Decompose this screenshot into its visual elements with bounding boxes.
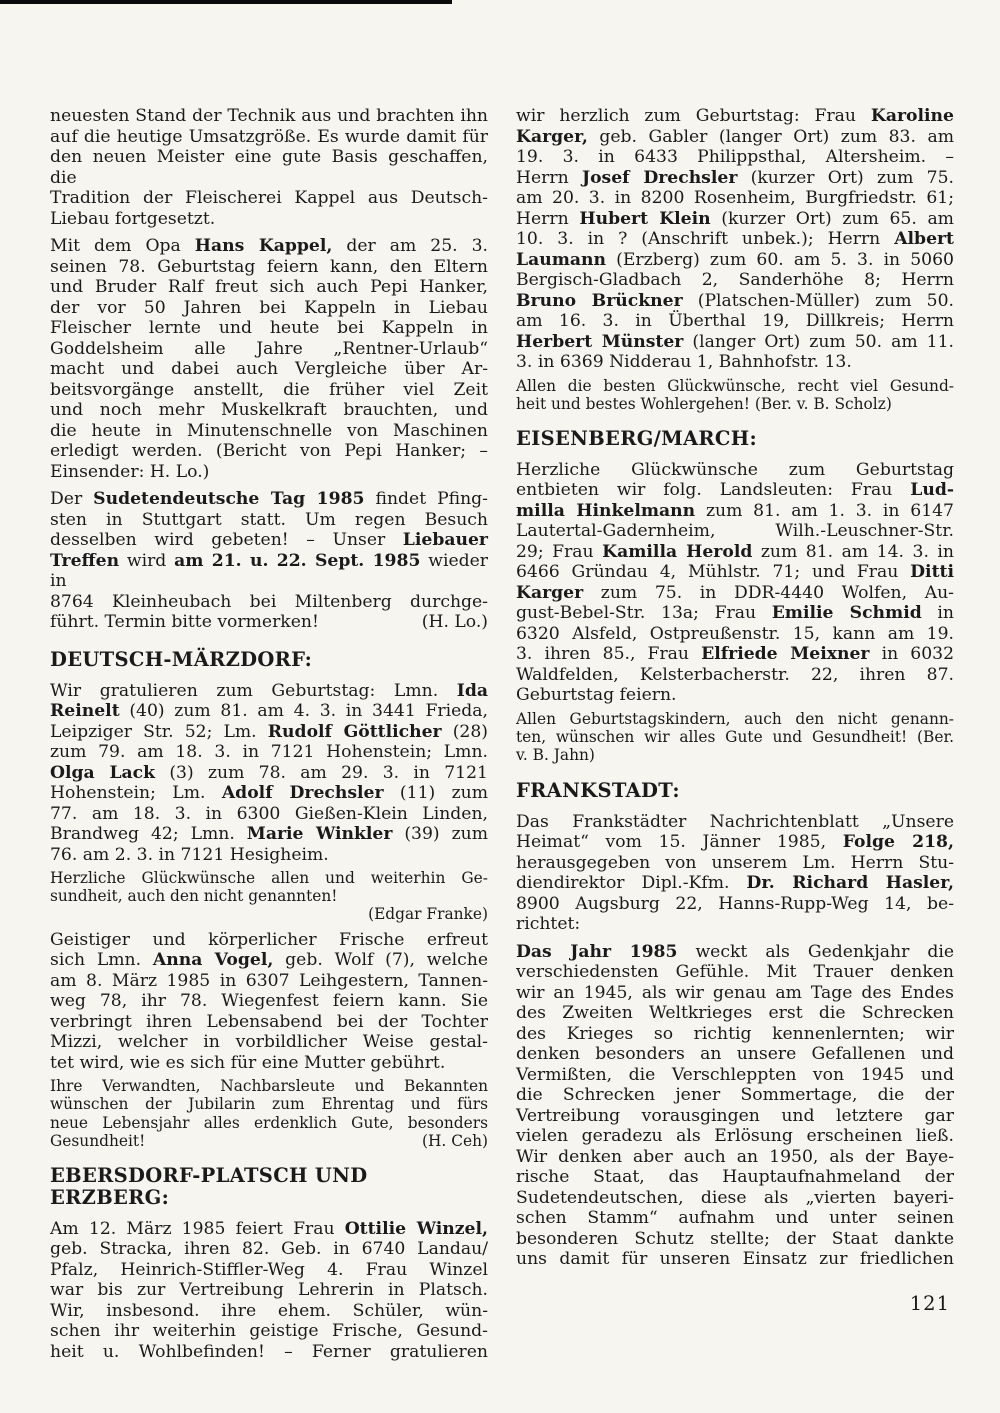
text-line [516, 644, 954, 665]
text-run: weckt als Gedenkjahr die [677, 941, 955, 962]
text-line [516, 914, 954, 935]
text-run: 76. am 2. 3. in 7121 Hesigheim. [50, 844, 329, 865]
text-line [50, 824, 488, 845]
text-run: (kurzer Ort) zum 75. [737, 167, 954, 188]
text-line [50, 1077, 488, 1095]
text-line [516, 1208, 954, 1229]
text-line [50, 1132, 488, 1150]
bold-run: Folge 218, [842, 832, 954, 853]
paragraph [50, 489, 488, 633]
text-line [516, 1044, 954, 1065]
paragraph [516, 812, 954, 935]
bold-run: Josef Drechsler [581, 167, 738, 188]
text-run: v. B. Jahn) [516, 746, 595, 765]
text-run: macht und dabei auch Vergleiche über Ar- [50, 359, 488, 379]
text-line [50, 701, 488, 722]
bold-run: Hans Kappel, [194, 236, 333, 256]
text-run: 29; Frau [516, 541, 603, 562]
bold-run: Olga Lack [50, 762, 156, 783]
text-run: Am 12. März 1985 feiert Frau [50, 1218, 345, 1239]
text-line [50, 1321, 488, 1342]
bold-run: Ditti [910, 562, 954, 583]
text-run: Mizzi, welcher in vorbildlicher Weise gestal- [50, 1032, 488, 1053]
text-line [50, 1280, 488, 1301]
text-run: Gesundheit! [50, 1131, 146, 1150]
text-run: uns damit für unseren Einsatz zur friedlichen [516, 1249, 954, 1270]
text-run: Vertreibung vorausgingen und letztere gar [516, 1105, 954, 1126]
text-line [50, 783, 488, 804]
text-run: beitsvorgänge anstellt, die früher viel Zeit [50, 379, 488, 400]
line-left [50, 612, 319, 633]
bold-run: Das Jahr 1985 [516, 941, 678, 962]
text-line [50, 1032, 488, 1053]
text-run: Leipziger Str. 52; Lm. [50, 721, 268, 742]
text-line [516, 624, 954, 645]
text-run: diendirektor Dipl.-Kfm. [516, 873, 747, 894]
text-line [516, 188, 954, 209]
text-line [516, 1188, 954, 1209]
text-line [516, 106, 954, 127]
text-run: ten, wünschen wir alles Gute und Gesundheit! (Ber. [516, 728, 954, 747]
text-run: sten in Stuttgart statt. Um regen Besuch [50, 509, 488, 530]
text-run: Allen die besten Glückwünsche, recht viel Gesund- [516, 376, 954, 395]
section-heading: FRANKSTADT: [516, 778, 680, 802]
text-run: Herzliche Glückwünsche allen und weiterhin Ge- [50, 869, 488, 887]
text-line [50, 887, 488, 905]
text-line [50, 441, 488, 462]
text-run: (langer Ort) zum 50. am 11. [683, 331, 954, 352]
text-line [50, 209, 488, 230]
text-run: Ihre Verwandten, Nachbarsleute und Bekannten [50, 1077, 488, 1096]
bold-run: Herbert Münster [516, 331, 684, 352]
text-run: und noch mehr Muskelkraft brauchten, und [50, 400, 488, 420]
text-line [50, 257, 488, 278]
text-run: zum 75. in DDR-4440 Wolfen, Au- [583, 582, 954, 603]
left-column [50, 102, 488, 1365]
text-run: Heimat“ vom 15. Jänner 1985, [516, 832, 843, 853]
text-line [50, 1260, 488, 1281]
text-line [516, 501, 954, 522]
text-line [516, 332, 954, 353]
text-run: 3. in 6369 Nidderau 1, Bahnhofstr. 13. [516, 352, 852, 372]
text-run: zum 81. am 14. 3. in [752, 541, 954, 562]
bold-run: Adolf Drechsler [221, 783, 384, 803]
text-run: führt. Termin bitte vormerken! [50, 612, 319, 632]
text-run: besonderen Schutz stellte; der Staat dankte [516, 1228, 954, 1249]
text-line [50, 869, 488, 887]
text-line [516, 685, 954, 706]
text-run: 77. am 18. 3. in 6300 Gießen-Klein Linden, [50, 803, 488, 824]
text-run: neuesten Stand der Technik aus und brachten ihn [50, 106, 488, 126]
section-heading: EISENBERG/MARCH: [516, 426, 757, 450]
text-run: 19. 3. in 6433 Philippsthal, Altersheim. – [516, 147, 954, 167]
bold-run: Lud- [910, 480, 954, 501]
text-run: Herzliche Glückwünsche zum Geburtstag [516, 459, 954, 480]
right-column [516, 102, 954, 1365]
text-run: zum 81. am 1. 3. in 6147 [695, 500, 954, 521]
paragraph [516, 106, 954, 373]
text-run: verschiedensten Gefühle. Mit Trauer denken [516, 962, 954, 983]
text-run: 8764 Kleinheubach bei Miltenberg durchge- [50, 591, 488, 612]
text-line [50, 339, 488, 360]
text-run: wünschen der Jubilarin zum Ehrentag und fürs [50, 1095, 488, 1114]
text-line [516, 983, 954, 1004]
page-number: 121 [909, 1292, 950, 1315]
text-line [516, 127, 954, 148]
paragraph [516, 942, 954, 1270]
text-run: und Bruder Ralf freut sich auch Pepi Hanker, [50, 277, 488, 297]
text-run: die heute in Minutenschnelle von Maschinen [50, 420, 488, 441]
text-run: des Zweiten Weltkrieges erst die Schrecken [516, 1003, 954, 1024]
bold-run: Karger [516, 582, 584, 603]
text-run: Herrn [516, 167, 582, 188]
scan-artifact-bar [0, 0, 452, 4]
text-run: vielen geradezu als Erlösung erscheinen ließ. [516, 1126, 954, 1147]
bold-run: Laumann [516, 249, 607, 270]
text-line [50, 277, 488, 298]
text-run: in [921, 603, 954, 624]
text-run: Wir gratulieren zum Geburtstag: Lmn. [50, 680, 457, 701]
text-line [516, 746, 954, 764]
text-line [50, 421, 488, 442]
text-line [516, 1065, 954, 1086]
text-line [50, 1095, 488, 1113]
text-line [516, 873, 954, 894]
bold-run: Ottilie Winzel, [344, 1218, 488, 1239]
text-run: geb. Stracka, ihren 82. Geb. in 6740 Landau/ [50, 1239, 488, 1260]
fine-print [516, 377, 954, 413]
bold-run: Albert [894, 229, 954, 249]
text-run: gust-Bebel-Str. 13a; Frau [516, 603, 772, 624]
text-run: geb. Wolf (7), welche [273, 950, 488, 971]
text-run: (11) zum [383, 783, 489, 803]
paragraph [516, 460, 954, 706]
text-line [50, 592, 488, 613]
text-run: erledigt werden. (Bericht von Pepi Hanker; – [50, 441, 488, 461]
text-line [50, 359, 488, 380]
text-run: Der [50, 489, 94, 509]
text-run: des Krieges so richtig kennenlernten; wir [516, 1023, 954, 1044]
text-line [50, 804, 488, 825]
text-line [516, 942, 954, 963]
text-run: sundheit, auch den nicht genannten! [50, 887, 338, 906]
bold-run: Sudetendeutsche Tag 1985 [93, 489, 365, 509]
text-run: tet wird, wie es sich für eine Mutter gebührt. [50, 1052, 446, 1073]
text-run: Bergisch-Gladbach 2, Sanderhöhe 8; Herrn [516, 270, 954, 290]
text-run: wird [119, 550, 175, 571]
text-run: Geburtstag feiern. [516, 685, 677, 706]
text-line [50, 950, 488, 971]
text-line [50, 991, 488, 1012]
text-line [516, 480, 954, 501]
text-run: denken besonders an unsere Gefallenen und [516, 1044, 954, 1065]
text-line [50, 1301, 488, 1322]
text-run: Liebau fortgesetzt. [50, 208, 216, 229]
line-left [50, 1132, 145, 1150]
text-line [516, 812, 954, 833]
text-run: heit und bestes Wohlergehen! (Ber. v. B. Scholz) [516, 394, 892, 413]
text-line [516, 1167, 954, 1188]
text-line [516, 583, 954, 604]
bold-run: Reinelt [50, 701, 120, 721]
text-line [516, 603, 954, 624]
text-run: den neuen Meister eine gute Basis geschaffen, die [50, 147, 488, 188]
section-heading: DEUTSCH-MÄRZDORF: [50, 647, 313, 671]
text-line [516, 521, 954, 542]
text-line [516, 291, 954, 312]
text-run: schen ihr weiterhin geistige Frische, Gesund- [50, 1321, 488, 1342]
fine-print [50, 1077, 488, 1150]
text-run: 8900 Augsburg 22, Hanns-Rupp-Weg 14, be- [516, 893, 954, 914]
paragraph [50, 681, 488, 866]
bold-run: Dr. Richard Hasler, [746, 873, 955, 894]
text-run: Sudetendeutschen, diese als „vierten bayeri- [516, 1187, 954, 1208]
bold-run: Bruno Brückner [516, 290, 683, 311]
text-run: entbieten wir folg. Landsleuten: Frau [516, 480, 911, 501]
text-run: auf die heutige Umsatzgröße. Es wurde damit für [50, 126, 488, 147]
text-line [50, 930, 488, 951]
text-line [50, 106, 488, 127]
text-run: in 6032 [869, 644, 955, 665]
text-line [50, 462, 488, 483]
text-run: (3) zum 78. am 29. 3. in 7121 [155, 762, 488, 783]
text-run: (Platschen-Müller) zum 50. [682, 290, 954, 311]
text-run: zum 79. am 18. 3. in 7121 Hohenstein; Lmn. [50, 742, 488, 762]
bold-run: Hubert Klein [579, 208, 711, 229]
bold-run: Kamilla Herold [602, 541, 753, 562]
text-line [50, 763, 488, 784]
text-run: der vor 50 Jahren bei Kappeln in Liebau [50, 297, 488, 318]
text-line [516, 460, 954, 481]
text-run: sich Lmn. [50, 950, 153, 971]
text-line [516, 1003, 954, 1024]
paragraph [50, 106, 488, 229]
bold-run: Elfriede Meixner [701, 644, 870, 665]
text-line [50, 612, 488, 633]
text-run: (H. Ceh) [421, 1131, 488, 1150]
text-line [516, 728, 954, 746]
text-line [516, 250, 954, 271]
text-line [516, 1085, 954, 1106]
text-run: Vermißten, die Verschleppten von 1945 und [516, 1064, 954, 1085]
text-run: (Erzberg) zum 60. am 5. 3. in 5060 [606, 249, 954, 270]
text-line [50, 380, 488, 401]
text-run: wir an 1945, als wir genau am Tage des Endes [516, 982, 954, 1003]
text-run: rische Staat, das Hauptaufnahmeland der [516, 1167, 954, 1188]
text-run: desselben wird gebeten! – Unser [50, 530, 403, 550]
bold-run: am 21. u. 22. Sept. 1985 [174, 550, 421, 571]
text-run: Allen Geburtstagskindern, auch den nicht genann- [516, 709, 954, 728]
text-line [516, 562, 954, 583]
text-line [516, 1106, 954, 1127]
text-line [516, 1024, 954, 1045]
text-run: Hohenstein; Lm. [50, 783, 222, 803]
text-run: weg 78, ihr 78. Wiegenfest feiern kann. Sie [50, 991, 488, 1012]
text-line [50, 742, 488, 763]
text-line [50, 681, 488, 702]
text-run: geb. Gabler (langer Ort) zum 83. am [587, 126, 954, 147]
bold-run: Rudolf Göttlicher [267, 721, 442, 742]
text-run: 10. 3. in ? (Anschrift unbek.); Herrn [516, 229, 895, 249]
text-line [50, 298, 488, 319]
text-run: die Schrecken jener Sommertage, die der [516, 1085, 954, 1106]
text-run: Fleischer lernte und heute bei Kappeln in [50, 318, 488, 338]
text-run: heit u. Wohlbefinden! – Ferner gratulieren [50, 1341, 488, 1362]
text-line [50, 510, 488, 531]
text-line [516, 311, 954, 332]
bold-run: Karger, [516, 126, 588, 147]
text-run: am 16. 3. in Überthal 19, Dillkreis; Herrn [516, 311, 954, 331]
text-line [50, 845, 488, 866]
text-line [50, 1053, 488, 1074]
text-line [516, 1147, 954, 1168]
text-line [516, 1229, 954, 1250]
text-line [50, 1012, 488, 1033]
text-run: schen Stamm“ aufnahm und unter seinen [516, 1208, 954, 1229]
text-line [50, 236, 488, 257]
text-line [516, 147, 954, 168]
text-run: 3. ihren 85., Frau [516, 644, 702, 665]
text-line [516, 894, 954, 915]
text-line [516, 665, 954, 686]
text-run: Goddelsheim alle Jahre „Rentner-Urlaub“ [50, 338, 488, 359]
bold-run: Ida [456, 680, 488, 701]
text-line [516, 229, 954, 250]
text-line [50, 905, 488, 923]
text-run: Geistiger und körperlicher Frische erfreut [50, 929, 488, 950]
text-line [516, 168, 954, 189]
bold-run: milla Hinkelmann [516, 500, 696, 521]
text-run: Das Frankstädter Nachrichtenblatt „Unsere [516, 811, 954, 832]
text-run: neue Lebensjahr alles erdenklich Gute, besonders [50, 1113, 488, 1132]
text-line [50, 971, 488, 992]
paragraph [50, 1219, 488, 1363]
text-line [50, 1114, 488, 1132]
line-right [422, 612, 488, 633]
text-run: verbringt ihren Lebensabend bei der Tochter [50, 1011, 488, 1032]
bold-run: Treffen [50, 550, 120, 571]
bold-run: Anna Vogel, [152, 950, 274, 971]
text-line [516, 395, 954, 413]
text-line [50, 1342, 488, 1363]
text-run: war bis zur Vertreibung Lehrerin in Platsch. [50, 1280, 488, 1301]
text-run: 6466 Gründau 4, Mühlstr. 71; und Frau [516, 562, 911, 583]
text-line [516, 352, 954, 373]
text-run: Wir denken aber auch an 1950, als der Baye- [516, 1146, 954, 1167]
text-run: wir herzlich zum Geburtstag: Frau [516, 106, 871, 126]
text-line [50, 400, 488, 421]
text-line [516, 1126, 954, 1147]
text-line [516, 209, 954, 230]
text-run: Tradition der Fleischerei Kappel aus Deutsch- [50, 188, 488, 208]
text-line [516, 710, 954, 728]
text-run: Mit dem Opa [50, 236, 195, 256]
fine-print [516, 710, 954, 765]
paragraph [50, 930, 488, 1074]
text-run: wieder in [50, 550, 489, 591]
text-run: Herrn [516, 208, 580, 229]
text-line [50, 722, 488, 743]
text-run: (kurzer Ort) zum 65. am [710, 208, 954, 229]
text-run: Pfalz, Heinrich-Stiffler-Weg 4. Frau Winzel [50, 1259, 488, 1280]
text-run: am 8. März 1985 in 6307 Leihgestern, Tannen- [50, 970, 488, 991]
text-line [50, 1219, 488, 1240]
text-line [516, 542, 954, 563]
text-run: seinen 78. Geburtstag feiern kann, den Eltern [50, 256, 488, 277]
text-run: (39) zum [392, 824, 488, 844]
text-line [50, 127, 488, 148]
text-run: am 20. 3. in 8200 Rosenheim, Burgfriedstr. 61; [516, 188, 954, 208]
text-run: Lautertal-Gadernheim, Wilh.-Leuschner-Str. [516, 521, 954, 542]
text-run: (Edgar Franke) [368, 905, 488, 924]
text-line [516, 962, 954, 983]
text-line [50, 530, 488, 551]
text-line [50, 1239, 488, 1260]
text-line [516, 1249, 954, 1270]
page-content [50, 102, 954, 1365]
text-run: Brandweg 42; Lmn. [50, 824, 247, 844]
text-run: (40) zum 81. am 4. 3. in 3441 Frieda, [119, 701, 488, 721]
text-line [516, 270, 954, 291]
text-run: findet Pfing- [364, 489, 488, 509]
text-run: (H. Lo.) [421, 612, 488, 632]
text-run: richtet: [516, 914, 581, 935]
line-right [422, 1132, 488, 1150]
text-line [516, 832, 954, 853]
bold-run: Karoline [870, 106, 954, 126]
text-run: 6320 Alsfeld, Ostpreußenstr. 15, kann am 19. [516, 623, 954, 644]
bold-run: Liebauer [402, 530, 488, 550]
bold-run: Emilie Schmid [771, 603, 922, 624]
text-run: der am 25. 3. [332, 236, 488, 256]
text-run: Waldfelden, Kelsterbacherstr. 22, ihren 87. [516, 664, 954, 685]
text-run: herausgegeben von unserem Lm. Herrn Stu- [516, 852, 954, 873]
text-line [516, 853, 954, 874]
text-line [516, 377, 954, 395]
text-line [50, 551, 488, 592]
bold-run: Marie Winkler [246, 824, 393, 844]
section-heading: EBERSDORF-PLATSCH UND ERZBERG: [50, 1163, 368, 1209]
text-run: Einsender: H. Lo.) [50, 461, 210, 482]
text-run: Wir, insbesond. ihre ehem. Schüler, wün- [50, 1300, 488, 1321]
text-line [50, 489, 488, 510]
text-run: (28) [441, 721, 488, 742]
paragraph [50, 236, 488, 482]
text-line [50, 147, 488, 188]
text-line [50, 188, 488, 209]
text-line [50, 318, 488, 339]
fine-print [50, 869, 488, 924]
